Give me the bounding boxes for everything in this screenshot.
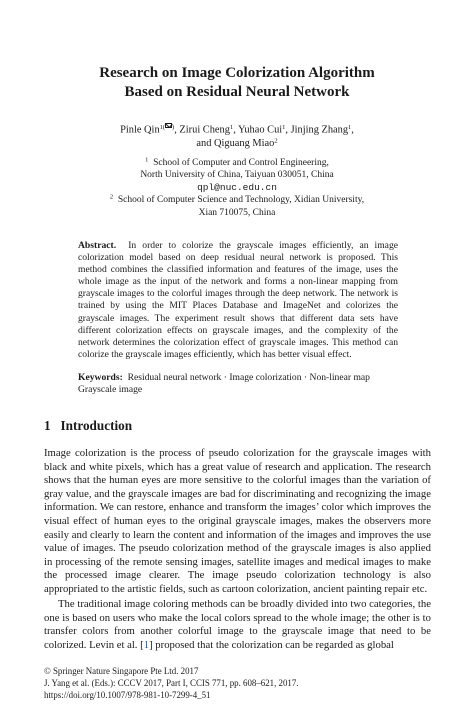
citation-line: J. Yang et al. (Eds.): CCCV 2017, Part I, CCIS 771, pp. 608–621, 2017.: [44, 678, 299, 688]
author-name: , Zirui Cheng: [174, 124, 230, 136]
paper-title-line-1: Research on Image Colorization Algorithm: [99, 65, 375, 81]
affiliation-1-line-2: North University of China, Taiyuan 030051, China: [140, 170, 334, 180]
keywords-text: Residual neural network · Image colorization · Non-linear map Grayscale image: [78, 372, 370, 396]
paper-title-line-2: Based on Residual Neural Network: [124, 84, 350, 100]
author-superscript: 1: [348, 124, 352, 131]
author-superscript: 2: [274, 137, 278, 145]
affiliation-2-line-1: $^2$ School of Computer Science and Technology, Xidian University,: [109, 193, 365, 205]
author-list-line-1: Pinle Qin$^{1( )}$, Zirui Cheng$^1$, Yuhao Cui$^1$, Jinjing Zhang$^1$,: [120, 124, 354, 136]
keywords-label: Keywords:: [78, 372, 123, 383]
copyright-line: © Springer Nature Singapore Pte Ltd. 2017: [44, 666, 199, 676]
section-title: Introduction: [60, 418, 133, 433]
body-paragraph-1: Image colorization is the process of pseudo colorization for the grayscale images with black and white pixels, which has a great value of research and application. The research shows that the human eyes are more sensitive to the colorful images than the variation of gray value, and the grayscale images are bad for discriminating and recognizing the image information. We can restore, enhance and transform the images’ color which improves the visual effect of human eyes to the original grayscale images, makes the observers more easily and clearly to learn the content and information of the images and improves the use value of images. The pseudo colorization method of the grayscale images is also applied in processing of the remote sensing images, satellite images and medical images to make the processed image clearer. The image pseudo colorization technology is also appropriated to the artistic fields, such as cartoon colorization, ancient painting repair etc.: [44, 447, 431, 595]
author-list-line-2: [40, 137, 434, 150]
keywords: [78, 372, 398, 396]
envelope-icon: [165, 123, 172, 128]
citation-link[interactable]: 1: [143, 638, 150, 651]
affiliation-1-line-1: $^1$ School of Computer and Control Engineering,: [145, 156, 329, 168]
author-name: , Jinjing Zhang: [285, 124, 349, 136]
author-name: Pinle Qin: [120, 124, 160, 136]
abstract-text: In order to colorize the grayscale images efficiently, an image colorization model based on deep residual neural network is proposed. This method combines the classified information and features of the image, uses the whole image as the input of the network and forms a non-linear mapping from grayscale images to the colorful images through the deep network. The network is trained by using the MIT Places Database and ImageNet and colorizes the grayscale images. The experiment result shows that different data sets have different colorization effects on grayscale images, and the complexity of the network determines the colorization effect of grayscale images. This method can colorize the grayscale images efficiently, which has better visual effect.: [78, 240, 398, 360]
abstract-label: Abstract.: [78, 240, 117, 251]
author-name: and Qiguang Miao: [196, 138, 275, 149]
email-link[interactable]: qpl@nuc.edu.cn: [197, 182, 277, 193]
body-paragraph-2: The traditional image coloring methods can be broadly divided into two categories, the one is based on users who make the local colors spread to the whole image; the other is to transfer colors from another colorful image to the grayscale image that need to be colorized. Levin et al. [1] proposed that the colorization can be regarded as global: [44, 598, 431, 651]
section-heading: [44, 418, 132, 434]
doi-link[interactable]: https://doi.org/10.1007/978-981-10-7299-4_51: [44, 690, 211, 700]
affiliation-2-line-2: Xian 710075, China: [198, 208, 276, 218]
abstract: [78, 240, 398, 361]
author-superscript: 1: [229, 124, 234, 131]
author-superscript: 1( ): [159, 124, 175, 131]
section-number: 1: [44, 418, 51, 433]
author-name: , Yuhao Cui: [233, 124, 283, 136]
author-superscript: 1: [282, 124, 286, 131]
